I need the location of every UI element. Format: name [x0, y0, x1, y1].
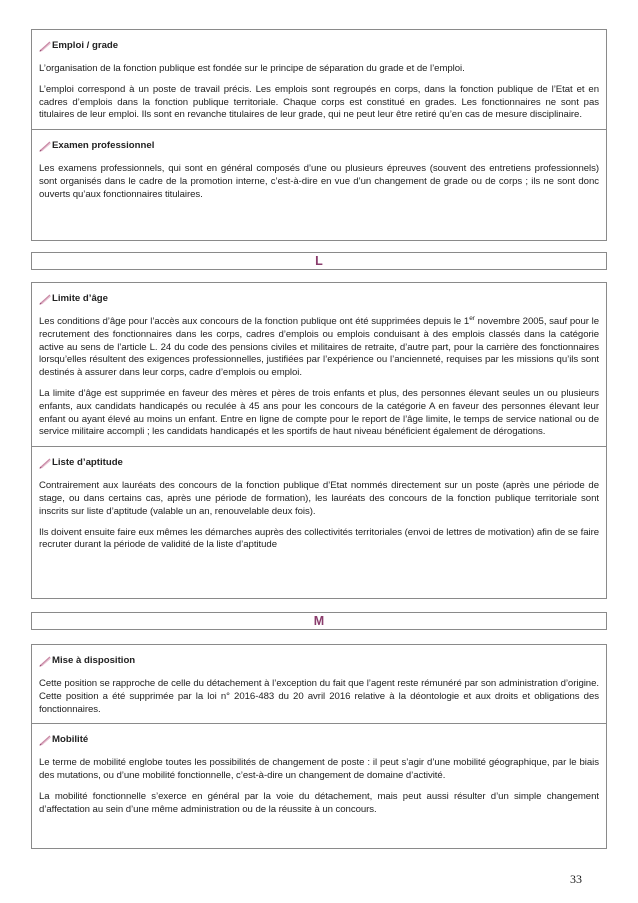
paragraph: Les examens professionnels, qui sont en général composés d’une ou plusieurs épreuves (souvent des entretiens professionnels) sont organisés dans le cadre de la promotion interne, c’est-à-dire en vue d’un changement de grade ou de corps ; ils ne sont donc ouverts qu’aux fonctionnaires titulaires. [39, 163, 599, 200]
pen-icon [39, 458, 51, 469]
term-title: Liste d’aptitude [52, 457, 123, 469]
glossary-block-2 [31, 282, 607, 599]
pen-icon [39, 294, 51, 305]
term-title: Emploi / grade [52, 40, 119, 51]
term-title: Mobilité [52, 734, 89, 746]
term-heading [39, 734, 599, 746]
term-heading [39, 655, 599, 667]
paragraph: Le terme de mobilité englobe toutes les possibilités de changement de poste : il peut s’agir d’une mobilité géographique, par le biais des mutations, ou d’une mobilité fonctionnelle, c’est-à-dire un changement de domaine d’activité. [39, 757, 599, 782]
term-liste-aptitude [32, 446, 606, 559]
term-examen-professionnel [32, 129, 606, 208]
letter-heading-m [31, 612, 607, 630]
pen-icon [39, 735, 51, 746]
term-emploi-grade [32, 30, 606, 129]
pen-icon [39, 656, 51, 667]
term-heading [39, 40, 599, 52]
paragraph: Contrairement aux lauréats des concours de la fonction publique d’Etat nommés directement sur un poste (après une période de stage, ou dans certains cas, après une période de formation), les lauréats des concours de la fonction publique territoriale sont inscrits sur liste d’aptitude (valable un an, renouvelable deux fois). [39, 480, 599, 517]
paragraph: Les conditions d’âge pour l’accès aux concours de la fonction publique ont été supprimées depuis le 1er novembre 2005, sauf pour le recrutement des fonctionnaires dans les corps, cadres d’emplois ou emplois conduisant à des emplois classés dans la catégorie active au sens de l’article L. 24 du code des pensions civiles et militaires de retraite, d’autre part, pour la carrière des fonctionnaires lorsqu’elles résultent des exigences professionnelles, justifiées par l’expérience ou l’ancienneté, requises par les missions qu’ils sont destinés à assurer dans leur corps, cadre d’emplois ou emploi. [39, 314, 599, 379]
term-heading [39, 140, 599, 152]
term-title: Limite d’âge [52, 293, 108, 304]
term-title: Mise à disposition [52, 655, 136, 666]
paragraph: Cette position se rapproche de celle du détachement à l’exception du fait que l’agent reste rémunéré par son administration d’origine. Cette position a été supprimée par la loi n° 2016-483 du 20 avril 2016 relative à la déontologie et aux droits et obligations des fonctionnaires. [39, 678, 599, 715]
paragraph: L’organisation de la fonction publique est fondée sur le principe de séparation du grade et de l’emploi. [39, 63, 465, 74]
paragraph: La mobilité fonctionnelle s’exerce en général par la voie du détachement, mais peut aussi résulter d’un simple changement d’affectation au sein d’une même administration ou de la réussite à un concours. [39, 790, 599, 815]
glossary-block-1 [31, 29, 607, 241]
term-heading [39, 293, 599, 305]
pen-icon [39, 141, 51, 152]
page-number: 33 [570, 872, 582, 886]
term-mise-a-disposition [32, 645, 606, 723]
term-limite-age [32, 283, 606, 446]
term-title: Examen professionnel [52, 140, 155, 152]
paragraph: Ils doivent ensuite faire eux mêmes les démarches auprès des collectivités territoriales (envoi de lettres de motivation) afin de se faire recruter durant la période de validité de la liste d’aptitude [39, 526, 599, 551]
letter-m: M [313, 614, 325, 628]
glossary-block-3 [31, 644, 607, 849]
term-heading [39, 457, 599, 469]
paragraph: La limite d’âge est supprimée en faveur des mères et pères de trois enfants et plus, des personnes élevant seules un ou plusieurs enfants, aux candidats handicapés ou reculée à 45 ans pour les concours de la catégorie A en faveur des personnes élevant leur enfant ou ayant élevé au moins un enfant. Entre en ligne de compte pour le report de l’âge limite, le temps de service national ou de service militaire accompli ; les candidats handicapés et les sportifs de haut niveau bénéficient également de dérogations. [39, 387, 599, 438]
term-mobilite [32, 723, 606, 823]
paragraph: L’emploi correspond à un poste de travail précis. Les emplois sont regroupés en corps, dans la fonction publique de l’Etat et en cadres d’emplois dans la fonction publique territoriale. Chaque corps est constitué en grades. Les fonctionnaires ne sont pas titulaires de leur emploi. Ils sont en revanche titulaires de leur grade, qui ne peut leur être retiré qu’en cas de mesure disciplinaire. [39, 83, 599, 121]
pen-icon [39, 41, 51, 52]
letter-heading-l [31, 252, 607, 270]
letter-l: L [315, 254, 323, 268]
